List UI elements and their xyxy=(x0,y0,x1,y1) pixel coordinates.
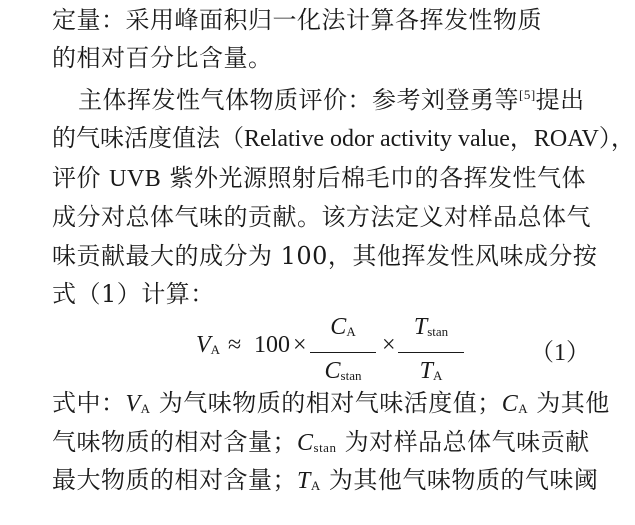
fraction-2-num-var: T xyxy=(413,314,428,340)
formula-coefficient: 100 xyxy=(254,332,290,358)
fraction-2-den-sub: A xyxy=(432,368,443,383)
text-line-2 xyxy=(52,38,588,78)
formula-lhs-var: V xyxy=(196,332,211,358)
formula-lhs xyxy=(196,332,220,359)
definition-1-sub-c: A xyxy=(518,401,529,416)
text-line-2-content: 的相对百分比含量。 xyxy=(52,44,273,72)
formula-number: （1） xyxy=(530,340,590,366)
fraction-1-numerator xyxy=(308,314,378,341)
definition-2-var-c: C xyxy=(297,430,314,456)
formula-approx-sign: ≈ xyxy=(228,332,242,358)
text-line-6-content: 成分对总体气味的贡献。该方法定义对样品总体气 xyxy=(52,203,591,231)
formula-fraction-threshold xyxy=(396,314,466,394)
definition-line-3 xyxy=(52,460,599,500)
text-line-4-start: 的气味活度值法（ xyxy=(52,124,244,152)
fraction-1-den-sub: stan xyxy=(340,368,362,383)
definition-1-text-b: 为其他 xyxy=(528,389,610,417)
text-line-5-start: 评价 xyxy=(52,164,110,192)
fraction-1-den-var: C xyxy=(324,358,341,384)
text-line-4 xyxy=(52,118,635,158)
definition-2-sub-c: stan xyxy=(313,440,337,455)
citation-ref: [5] xyxy=(519,87,536,102)
fraction-2-denominator xyxy=(396,358,466,385)
definition-3-var-t: T xyxy=(297,468,311,494)
text-line-5-end: 紫外光源照射后棉毛巾的各挥发性气体 xyxy=(161,164,586,192)
text-line-3 xyxy=(78,80,588,120)
fraction-2-num-sub: stan xyxy=(427,324,449,339)
definition-1-intro: 式中： xyxy=(52,389,126,417)
text-line-3-end: 提出 xyxy=(535,86,585,114)
formula-1 xyxy=(0,302,600,382)
fraction-2-numerator xyxy=(396,314,466,341)
fraction-1-num-sub: A xyxy=(346,324,356,339)
definition-line-2 xyxy=(52,422,588,462)
definition-2-text-a: 气味物质的相对含量； xyxy=(52,428,297,456)
definition-3-sub-t: A xyxy=(310,478,321,493)
definition-1-var-v: V xyxy=(125,391,141,417)
text-line-7 xyxy=(52,236,598,276)
definition-1-text-a: 为气味物质的相对气味活度值； xyxy=(150,389,502,417)
definition-1-var-c: C xyxy=(501,391,519,417)
text-line-7-content: 味贡献最大的成分为 100，其他挥发性风味成分按 xyxy=(52,242,598,270)
definition-line-1 xyxy=(52,383,610,423)
text-line-8-content: 式（1）计算： xyxy=(52,280,215,308)
text-line-5-uvb: UVB xyxy=(109,166,162,192)
definition-3-text-a: 最大物质的相对含量； xyxy=(52,466,297,494)
text-line-6 xyxy=(52,197,591,237)
text-line-5 xyxy=(52,158,588,198)
text-line-4-english-term: Relative odor activity value，ROAV xyxy=(244,126,599,152)
text-line-4-end: ）， xyxy=(598,124,635,152)
fraction-2-den-var: T xyxy=(419,358,433,384)
formula-fraction-concentration xyxy=(308,314,378,394)
formula-times-1: × xyxy=(293,332,307,358)
text-line-1-content: 定量：采用峰面积归一化法计算各挥发性物质 xyxy=(52,6,542,34)
formula-times-2: × xyxy=(382,332,396,358)
definition-2-text-b: 为对样品总体气味贡献 xyxy=(336,428,590,456)
formula-lhs-sub: A xyxy=(210,342,221,357)
fraction-1-num-var: C xyxy=(330,314,347,340)
text-line-1 xyxy=(52,0,588,40)
fraction-1-bar xyxy=(310,352,376,353)
fraction-1-denominator xyxy=(308,358,378,385)
definition-3-text-b: 为其他气味物质的气味阈 xyxy=(320,466,599,494)
definition-1-sub-v: A xyxy=(140,401,151,416)
fraction-2-bar xyxy=(398,352,464,353)
text-line-3-start: 主体挥发性气体物质评价：参考刘登勇等 xyxy=(78,86,519,114)
